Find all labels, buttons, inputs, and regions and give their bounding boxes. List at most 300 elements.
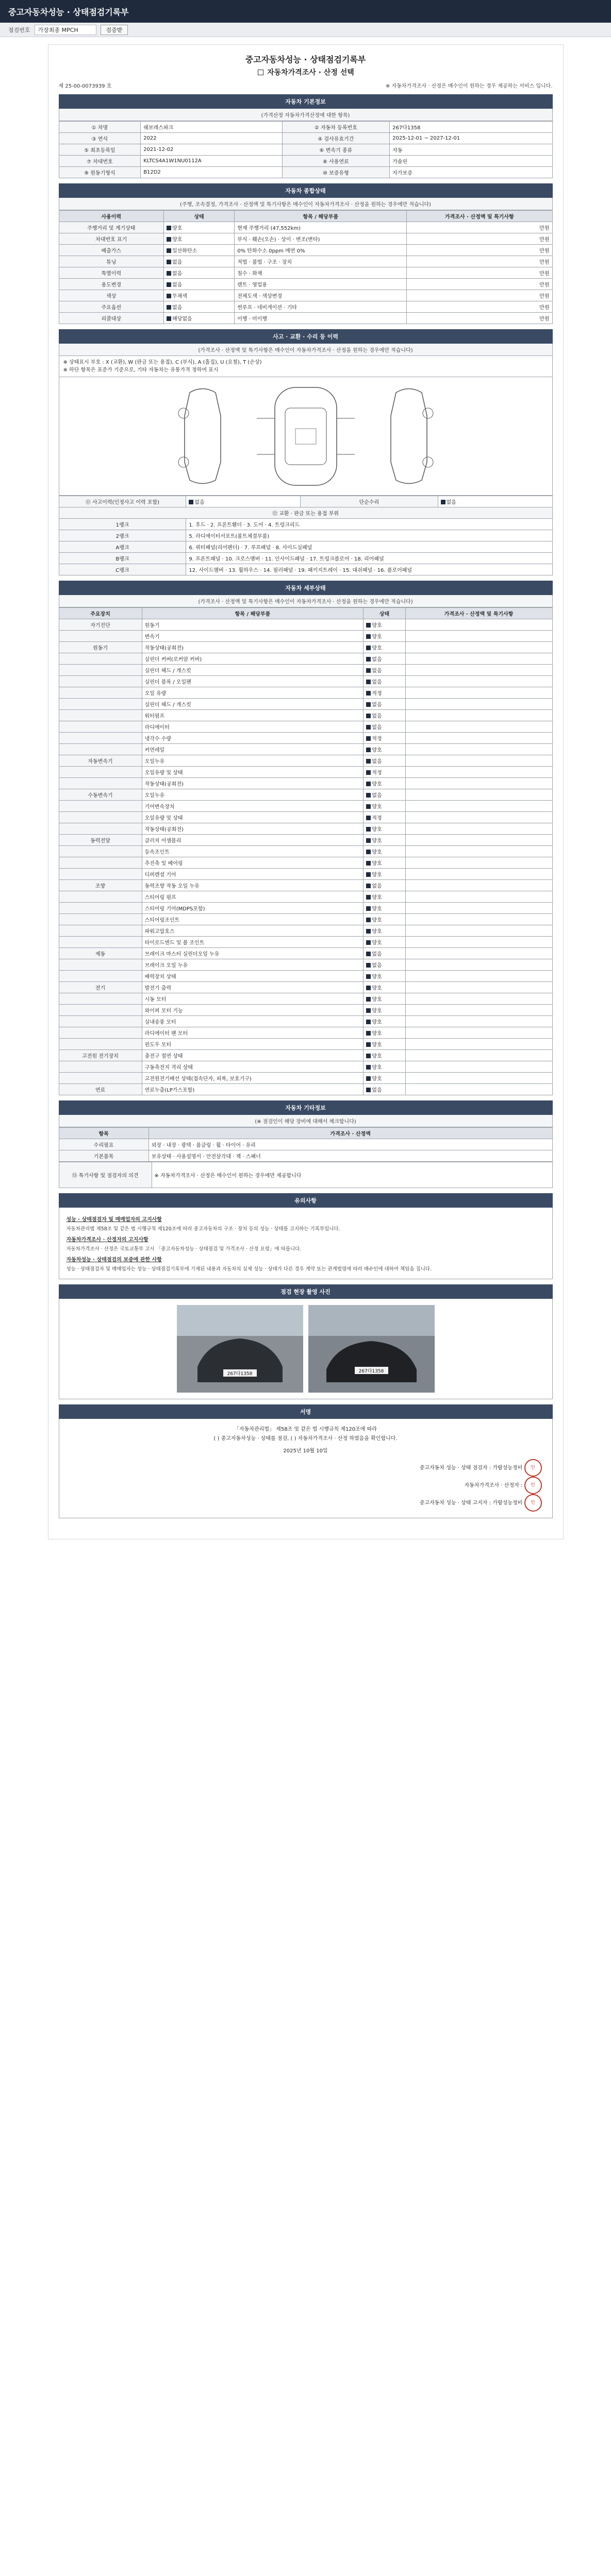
detail-item: 원동기 (142, 619, 364, 631)
detail-checkbox[interactable] (366, 838, 371, 843)
status-price: 만원 (407, 233, 552, 245)
status-checkbox[interactable] (167, 282, 171, 287)
detail-state-text: 적정 (372, 816, 382, 821)
detail-state (364, 699, 405, 710)
detail-checkbox[interactable] (366, 770, 371, 775)
detail-item: 변속기 (142, 631, 364, 642)
detail-checkbox[interactable] (366, 748, 371, 752)
detail-price (405, 925, 552, 937)
basic-section (59, 94, 553, 178)
status-checkbox[interactable] (167, 271, 171, 276)
sign-date: 2025년 10월 10일 (283, 1448, 328, 1454)
status-price: 만원 (407, 290, 552, 301)
detail-group (59, 891, 142, 903)
photos-section (59, 1284, 553, 1399)
detail-row (59, 619, 552, 631)
record-select[interactable]: 가장최종 MPCH (35, 25, 96, 35)
detail-item: 실린더 블록 / 오일팬 (142, 676, 364, 687)
detail-checkbox[interactable] (366, 804, 371, 809)
detail-checkbox[interactable] (366, 691, 371, 696)
detail-row (59, 971, 552, 982)
detail-checkbox[interactable] (366, 816, 371, 820)
status-checkbox[interactable] (167, 294, 171, 298)
detail-checkbox[interactable] (366, 725, 371, 730)
basic-table (59, 121, 553, 178)
detail-checkbox[interactable] (366, 918, 371, 922)
detail-row (59, 1039, 552, 1050)
detail-group (59, 937, 142, 948)
detail-item: 와이퍼 모터 기능 (142, 1005, 364, 1016)
detail-group (59, 959, 142, 971)
detail-state-text: 없음 (372, 702, 382, 708)
detail-group (59, 778, 142, 789)
detail-row (59, 1061, 552, 1073)
detail-state-text: 양호 (372, 1076, 382, 1082)
status-state (164, 313, 235, 324)
detail-state-text: 양호 (372, 827, 382, 833)
detail-price (405, 789, 552, 801)
status-state (164, 290, 235, 301)
status-name: 차대번호 표기 (59, 233, 164, 245)
detail-state-text: 없음 (372, 884, 382, 889)
detail-row (59, 1016, 552, 1027)
detail-checkbox[interactable] (366, 997, 371, 1002)
status-state (164, 301, 235, 313)
detail-row (59, 823, 552, 835)
detail-row (59, 914, 552, 925)
detail-state-text: 없음 (372, 657, 382, 663)
detail-row (59, 665, 552, 676)
basic-key: ⑩ 보증유형 (282, 167, 390, 178)
detail-checkbox[interactable] (366, 1031, 371, 1036)
detail-checkbox[interactable] (366, 782, 371, 786)
status-state-text: 해당없음 (172, 316, 192, 322)
detail-checkbox[interactable] (366, 963, 371, 968)
detail-item: 추진축 및 베어링 (142, 857, 364, 869)
basic-value: 2022 (141, 133, 282, 144)
accident-rank: A랭크 (59, 541, 186, 553)
detail-checkbox[interactable] (366, 986, 371, 990)
detail-state (364, 619, 405, 631)
detail-checkbox[interactable] (366, 623, 371, 628)
detail-item: 실린더 헤드 / 개스킷 (142, 699, 364, 710)
status-head: 자동차 종합상태 (59, 183, 553, 198)
detail-state-text: 없음 (372, 963, 382, 969)
status-state-text: 양호 (172, 226, 183, 231)
status-section (59, 183, 553, 324)
sign-box (59, 1419, 553, 1518)
detail-row (59, 1073, 552, 1084)
detail-table (59, 607, 553, 1095)
detail-checkbox[interactable] (366, 1020, 371, 1024)
detail-state (364, 721, 405, 733)
detail-state (364, 1073, 405, 1084)
status-checkbox[interactable] (167, 260, 171, 264)
basic-value: 2021-12-02 (141, 144, 282, 156)
detail-state-text: 양호 (372, 1042, 382, 1048)
detail-row (59, 767, 552, 778)
detail-row (59, 687, 552, 699)
sign-text: 「자동차관리법」 제58조 및 같은 법 시행규칙 제120조에 따라 (234, 1426, 377, 1432)
detail-state (364, 823, 405, 835)
detail-group: 자동변속기 (59, 755, 142, 767)
car-side-right-icon (381, 385, 437, 488)
status-detail: 이행 · 미이행 (235, 313, 407, 324)
detail-head: 자동차 세부상태 (59, 581, 553, 595)
status-name: 특별이력 (59, 267, 164, 279)
detail-group (59, 846, 142, 857)
etc-key: 기본품목 (59, 1150, 148, 1162)
basic-key: ③ 연식 (59, 133, 141, 144)
accident-legend: ※ 상태표시 부호 : X (교환), W (판금 또는 용접), C (부식), A (흠집), U (요철), T (손상) ※ 하단 항목은 표준가 기준으로, 기타 자동차는 유통가격 정하여 표시 (59, 356, 553, 377)
detail-row (59, 903, 552, 914)
status-checkbox[interactable] (167, 237, 171, 242)
accident-group-row (59, 541, 552, 553)
status-price: 만원 (407, 301, 552, 313)
detail-state-text: 양호 (372, 940, 382, 946)
status-note: (주행, 조속결정, 가격조사 · 산정액 및 특기사항은 매수인이 자동차가격조사 · 산정을 원하는 경우에만 적습니다) (59, 198, 553, 210)
detail-state-text: 양호 (372, 646, 382, 651)
sign-head: 서명 (59, 1404, 553, 1419)
detail-state-text: 적정 (372, 691, 382, 697)
detail-price (405, 823, 552, 835)
detail-checkbox[interactable] (366, 906, 371, 911)
stamp-icon: 인 (524, 1459, 542, 1477)
stamp-icon-2: 인 (524, 1477, 542, 1494)
app-titlebar (0, 0, 611, 23)
detail-checkbox[interactable] (366, 646, 371, 650)
subtitle-checkbox[interactable] (258, 70, 263, 75)
basic-key: ① 차명 (59, 122, 141, 133)
detail-price (405, 835, 552, 846)
svg-text:267다1358: 267다1358 (227, 1371, 252, 1377)
detail-checkbox[interactable] (366, 680, 371, 684)
detail-checkbox[interactable] (366, 929, 371, 934)
accident-items: 9. 프론트패널 · 10. 크로스멤버 · 11. 인사이드패널 · 17. 트렁크플로어 · 18. 리어패널 (186, 553, 552, 564)
detail-price (405, 880, 552, 891)
detail-checkbox[interactable] (366, 850, 371, 854)
detail-state-text: 양호 (372, 895, 382, 901)
accident-note: (가격조사 · 산정액 및 특기사항은 매수인이 자동차가격조사 · 산정을 원하는 경우에만 적습니다) (59, 344, 553, 356)
status-price: 만원 (407, 245, 552, 256)
detail-checkbox[interactable] (366, 736, 371, 741)
photo-front[interactable] (177, 1305, 303, 1393)
detail-state-text: 양호 (372, 838, 382, 844)
status-state-text: 일산화탄소 (172, 248, 197, 254)
detail-row (59, 642, 552, 653)
simple-repair-checkbox[interactable] (441, 500, 445, 504)
detail-price (405, 653, 552, 665)
detail-state (364, 903, 405, 914)
basic-value: KLTCS4A1W1NU0112A (141, 156, 282, 167)
detail-item: 시동 모터 (142, 993, 364, 1005)
detail-state-text: 양호 (372, 634, 382, 640)
status-row (59, 222, 552, 233)
detail-group (59, 687, 142, 699)
detail-state (364, 1027, 405, 1039)
detail-row (59, 699, 552, 710)
accident-section (59, 329, 553, 575)
detail-price (405, 1039, 552, 1050)
status-row (59, 279, 552, 290)
detail-state-text: 양호 (372, 974, 382, 980)
accident-items: 6. 쿼터패널(리어펜더) · 7. 루프패널 · 8. 사이드실패널 (186, 541, 552, 553)
car-rear-photo-icon (308, 1305, 435, 1393)
detail-checkbox[interactable] (366, 940, 371, 945)
status-name: 튜닝 (59, 256, 164, 267)
status-checkbox[interactable] (167, 316, 171, 321)
detail-group: 자기진단 (59, 619, 142, 631)
detail-price (405, 891, 552, 903)
verify-button[interactable]: 검증받 (101, 25, 128, 35)
detail-item: 오일누유 (142, 789, 364, 801)
detail-item: 동력조향 작동 오일 누유 (142, 880, 364, 891)
detail-state-text: 양호 (372, 986, 382, 991)
detail-checkbox[interactable] (366, 714, 371, 718)
detail-price (405, 767, 552, 778)
accident-group-row (59, 530, 552, 541)
detail-group (59, 914, 142, 925)
detail-state-text: 양호 (372, 850, 382, 855)
detail-row (59, 835, 552, 846)
detail-checkbox[interactable] (366, 1088, 371, 1092)
detail-state-text: 양호 (372, 1008, 382, 1014)
detail-state-text: 적정 (372, 770, 382, 776)
detail-group (59, 665, 142, 676)
detail-row (59, 676, 552, 687)
detail-state (364, 1084, 405, 1095)
status-col-header: 사용이력 (59, 211, 164, 222)
app-title: 중고자동차성능 · 상태점검기록부 (8, 7, 129, 17)
detail-price (405, 1061, 552, 1073)
detail-item: 고전원전기배선 상태(접속단자, 피복, 보호기구) (142, 1073, 364, 1084)
detail-checkbox[interactable] (366, 1042, 371, 1047)
basic-value: 자가보증 (390, 167, 552, 178)
status-col-header: 가격조사 · 산정액 및 특기사항 (407, 211, 552, 222)
photo-rear[interactable] (308, 1305, 435, 1393)
sign-inspector-row: 중고자동차 성능 · 상태 점검자 : 가람성능정비 인 (70, 1459, 542, 1477)
detail-group (59, 733, 142, 744)
detail-price (405, 1050, 552, 1061)
detail-price (405, 721, 552, 733)
detail-state (364, 812, 405, 823)
detail-item: 배력장치 상태 (142, 971, 364, 982)
detail-price (405, 699, 552, 710)
detail-checkbox[interactable] (366, 1076, 371, 1081)
status-state (164, 222, 235, 233)
detail-group (59, 857, 142, 869)
basic-key: ⑥ 변속기 종류 (282, 144, 390, 156)
basic-row (59, 167, 552, 178)
detail-checkbox[interactable] (366, 974, 371, 979)
status-state (164, 256, 235, 267)
detail-state-text: 양호 (372, 1065, 382, 1071)
notes-h2: 자동차가격조사 · 산정자의 고지사항 (66, 1237, 148, 1243)
notes-head: 유의사항 (59, 1193, 553, 1208)
detail-checkbox[interactable] (366, 884, 371, 888)
detail-item: 작동상태(공회전) (142, 778, 364, 789)
detail-group (59, 812, 142, 823)
basic-key: ⑨ 원동기형식 (59, 167, 141, 178)
detail-state-text: 없음 (372, 725, 382, 731)
detail-checkbox[interactable] (366, 793, 371, 798)
detail-price (405, 687, 552, 699)
detail-group (59, 676, 142, 687)
detail-state (364, 959, 405, 971)
status-name: 색상 (59, 290, 164, 301)
detail-state (364, 937, 405, 948)
detail-group: 원동기 (59, 642, 142, 653)
status-name: 리콜대상 (59, 313, 164, 324)
detail-state-text: 없음 (372, 714, 382, 719)
detail-price (405, 1016, 552, 1027)
detail-state (364, 767, 405, 778)
accident-group-row (59, 553, 552, 564)
status-checkbox[interactable] (167, 248, 171, 253)
detail-checkbox[interactable] (366, 861, 371, 866)
status-row (59, 233, 552, 245)
detail-price (405, 642, 552, 653)
opinion-value: ※ 자동차가격조사 · 산정은 매수인이 원하는 경우에만 제공합니다 (152, 1162, 552, 1188)
doc-meta (59, 81, 553, 89)
detail-checkbox[interactable] (366, 634, 371, 639)
accident-value: 없음 (194, 500, 205, 505)
basic-row (59, 144, 552, 156)
detail-group (59, 993, 142, 1005)
detail-col-header: 가격조사 · 산정액 및 특기사항 (405, 608, 552, 619)
detail-price (405, 631, 552, 642)
detail-checkbox[interactable] (366, 1065, 371, 1070)
accident-label: ⑪ 사고이력(인정사고 이력 포함) (59, 496, 186, 507)
parts-label: ⑫ 교환 · 판금 또는 용접 부위 (59, 507, 552, 519)
toolbar (0, 23, 611, 37)
status-detail: 침수 · 화재 (235, 267, 407, 279)
detail-state (364, 1050, 405, 1061)
etc-col-header: 가격조사 · 산정액 (148, 1128, 552, 1139)
etc-row (59, 1150, 552, 1162)
car-top-icon (246, 382, 365, 490)
status-checkbox[interactable] (167, 226, 171, 230)
detail-checkbox[interactable] (366, 895, 371, 900)
detail-price (405, 744, 552, 755)
accident-items: 5. 라디에이터서포트(볼트체결부품) (186, 530, 552, 541)
status-row (59, 267, 552, 279)
status-state-text: 없음 (172, 282, 183, 288)
detail-state (364, 744, 405, 755)
detail-checkbox[interactable] (366, 702, 371, 707)
notes-body (59, 1208, 553, 1279)
detail-state-text: 양호 (372, 872, 382, 878)
detail-item: 작동상태(공회전) (142, 642, 364, 653)
detail-state-text: 양호 (372, 997, 382, 1003)
detail-state (364, 676, 405, 687)
detail-price (405, 710, 552, 721)
notes-h1: 성능 · 상태점검자 및 매매업자의 고지사항 (66, 1217, 162, 1223)
notes-h3: 자동차성능 · 상태점검의 보증에 관한 사항 (66, 1257, 162, 1263)
detail-row (59, 880, 552, 891)
accident-head: 사고 · 교환 · 수리 등 이력 (59, 329, 553, 344)
detail-group (59, 653, 142, 665)
detail-row (59, 1027, 552, 1039)
detail-group (59, 925, 142, 937)
status-col-header: 항목 / 해당부품 (235, 211, 407, 222)
detail-state-text: 없음 (372, 793, 382, 799)
status-checkbox[interactable] (167, 305, 171, 310)
detail-state-text: 없음 (372, 668, 382, 674)
detail-state (364, 653, 405, 665)
detail-group: 전기 (59, 982, 142, 993)
detail-checkbox[interactable] (366, 952, 371, 956)
detail-item: 브레이크 마스터 실린더오일 누유 (142, 948, 364, 959)
detail-checkbox[interactable] (366, 668, 371, 673)
status-name: 용도변경 (59, 279, 164, 290)
detail-checkbox[interactable] (366, 1008, 371, 1013)
detail-price (405, 676, 552, 687)
etc-key: 수리필요 (59, 1139, 148, 1150)
detail-price (405, 619, 552, 631)
detail-group (59, 1016, 142, 1027)
detail-item: 디퍼렌셜 기어 (142, 869, 364, 880)
detail-price (405, 846, 552, 857)
detail-row (59, 857, 552, 869)
basic-value: 가솔린 (390, 156, 552, 167)
detail-row (59, 801, 552, 812)
detail-row (59, 778, 552, 789)
notes-p1: 자동차관리법 제58조 및 같은 법 시행규칙 제120조에 따라 중고자동차의 구조 · 장치 등의 성능 · 상태를 고지하는 기록부입니다. (66, 1226, 340, 1232)
detail-checkbox[interactable] (366, 1054, 371, 1058)
detail-item: 기어변속장치 (142, 801, 364, 812)
detail-state (364, 687, 405, 699)
status-col-header: 상태 (164, 211, 235, 222)
detail-checkbox[interactable] (366, 759, 371, 764)
detail-state (364, 993, 405, 1005)
detail-group (59, 1027, 142, 1039)
detail-row (59, 653, 552, 665)
detail-checkbox[interactable] (366, 827, 371, 832)
detail-group: 고전원 전기장치 (59, 1050, 142, 1061)
detail-item: 스티어링 기어(MDPS포함) (142, 903, 364, 914)
doc-notice: ※ 자동차가격조사 · 산정은 매수인이 원하는 경우 제공하는 서비스 입니다. (386, 83, 553, 89)
etc-col-header: 항목 (59, 1128, 148, 1139)
detail-group (59, 801, 142, 812)
accident-rank: B랭크 (59, 553, 186, 564)
basic-row (59, 156, 552, 167)
accident-table (59, 496, 553, 575)
detail-state (364, 846, 405, 857)
detail-row (59, 744, 552, 755)
detail-row (59, 710, 552, 721)
detail-checkbox[interactable] (366, 657, 371, 662)
car-side-left-icon (174, 385, 231, 488)
status-detail: 0% 탄화수소 0ppm 매연 0% (235, 245, 407, 256)
toolbar-label: 점검번호 (8, 26, 30, 33)
detail-note: (가격조사 · 산정액 및 특기사항은 매수인이 자동차가격조사 · 산정을 원하는 경우에만 적습니다) (59, 595, 553, 607)
detail-section (59, 581, 553, 1095)
detail-group: 연료 (59, 1084, 142, 1095)
detail-checkbox[interactable] (366, 872, 371, 877)
detail-state (364, 665, 405, 676)
status-state-text: 없음 (172, 260, 183, 265)
detail-state (364, 642, 405, 653)
status-price: 만원 (407, 267, 552, 279)
accident-checkbox[interactable] (189, 500, 193, 504)
detail-item: 냉각수 수량 (142, 733, 364, 744)
etc-section (59, 1100, 553, 1188)
status-detail: 썬루프 · 네비게이션 · 기타 (235, 301, 407, 313)
detail-state-text: 양호 (372, 906, 382, 912)
status-detail: 렌트 · 영업용 (235, 279, 407, 290)
detail-state (364, 891, 405, 903)
